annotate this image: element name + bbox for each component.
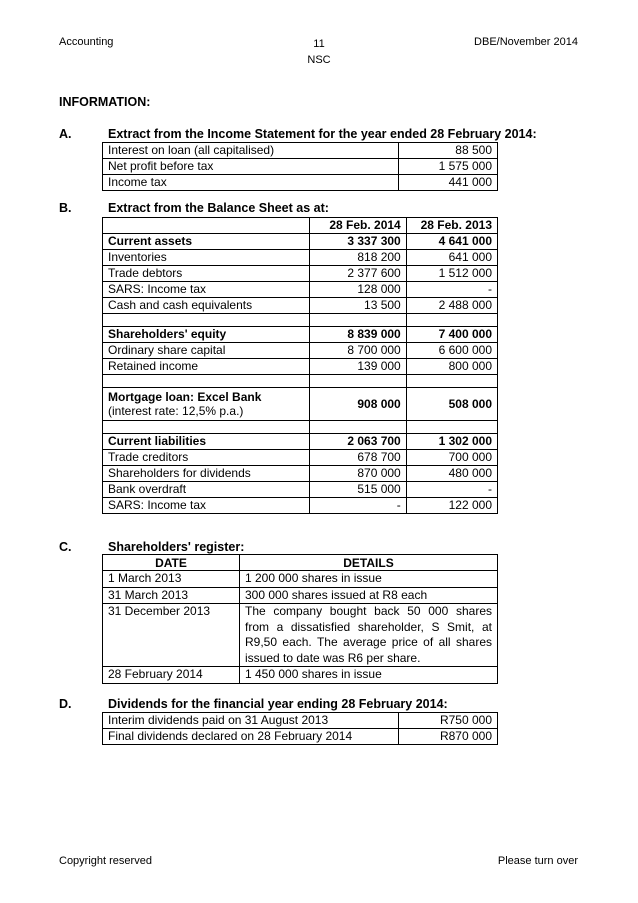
row-details: The company bought back 50 000 shares from a dissatisfied shareholder, S Smit, at R9,50 each. The average price of all shares issued to date was R6 per share. xyxy=(240,604,498,667)
row-label: Ordinary share capital xyxy=(103,343,310,359)
footer-turn-over: Please turn over xyxy=(497,855,578,867)
row-value: 4 641 000 xyxy=(406,234,497,250)
page-number: 11 xyxy=(313,38,325,50)
row-label: Cash and cash equivalents xyxy=(103,298,310,314)
section-d-title: Dividends for the financial year ending 28 February 2014: xyxy=(108,697,448,711)
row-label: Current assets xyxy=(103,234,310,250)
row-value: 122 000 xyxy=(406,498,497,514)
row-value: R870 000 xyxy=(399,729,498,745)
table-row xyxy=(103,571,498,588)
table-row xyxy=(103,159,498,175)
row-label: SARS: Income tax xyxy=(103,282,310,298)
table-row xyxy=(103,250,498,266)
row-label: Current liabilities xyxy=(103,434,310,450)
section-c-title: Shareholders' register: xyxy=(108,540,245,554)
row-value: 2 063 700 xyxy=(310,434,406,450)
row-value: 480 000 xyxy=(406,466,497,482)
spacer-row xyxy=(103,375,498,388)
row-value: 6 600 000 xyxy=(406,343,497,359)
row-value: 2 488 000 xyxy=(406,298,497,314)
row-value: 870 000 xyxy=(310,466,406,482)
row-value: 128 000 xyxy=(310,282,406,298)
row-label: Inventories xyxy=(103,250,310,266)
row-value: - xyxy=(310,498,406,514)
row-date: 31 March 2013 xyxy=(103,587,240,604)
row-label: Retained income xyxy=(103,359,310,375)
header-date: DBE/November 2014 xyxy=(474,36,578,48)
table-row xyxy=(103,234,498,250)
row-value: R750 000 xyxy=(399,713,498,729)
row-label: Shareholders for dividends xyxy=(103,466,310,482)
section-a-title: Extract from the Income Statement for the year ended 28 February 2014: xyxy=(108,127,537,141)
table-row xyxy=(103,282,498,298)
spacer-row xyxy=(103,314,498,327)
row-value: 8 839 000 xyxy=(310,327,406,343)
table-row xyxy=(103,667,498,684)
row-label: Trade debtors xyxy=(103,266,310,282)
section-b-letter: B. xyxy=(59,201,72,215)
table-row xyxy=(103,729,498,745)
row-value: 2 377 600 xyxy=(310,266,406,282)
row-label: Income tax xyxy=(103,175,399,191)
row-label: Bank overdraft xyxy=(103,482,310,498)
table-row xyxy=(103,587,498,604)
column-header-row xyxy=(103,555,498,571)
balance-sheet-table xyxy=(102,217,498,514)
header-subject: Accounting xyxy=(59,36,114,48)
table-row xyxy=(103,450,498,466)
row-value: 818 200 xyxy=(310,250,406,266)
row-value: - xyxy=(406,282,497,298)
row-label: SARS: Income tax xyxy=(103,498,310,514)
row-details: 300 000 shares issued at R8 each xyxy=(240,587,498,604)
income-statement-table xyxy=(102,142,498,191)
row-details: 1 200 000 shares in issue xyxy=(240,571,498,588)
column-header-row xyxy=(103,218,498,234)
mortgage-label-cell xyxy=(103,388,310,421)
col-2014: 28 Feb. 2014 xyxy=(310,218,406,234)
row-value: 515 000 xyxy=(310,482,406,498)
row-value: 8 700 000 xyxy=(310,343,406,359)
row-value: 88 500 xyxy=(399,143,498,159)
row-label: Interim dividends paid on 31 August 2013 xyxy=(103,713,399,729)
col-details: DETAILS xyxy=(240,555,498,571)
section-c-letter: C. xyxy=(59,540,72,554)
row-value: 700 000 xyxy=(406,450,497,466)
col-2013: 28 Feb. 2013 xyxy=(406,218,497,234)
row-sublabel: (interest rate: 12,5% p.a.) xyxy=(108,404,244,418)
shareholders-register-table xyxy=(102,554,498,684)
dividends-table xyxy=(102,712,498,745)
row-value: 908 000 xyxy=(310,388,406,421)
row-date: 28 February 2014 xyxy=(103,667,240,684)
table-row xyxy=(103,466,498,482)
row-value: 13 500 xyxy=(310,298,406,314)
table-row xyxy=(103,175,498,191)
row-value: - xyxy=(406,482,497,498)
row-value: 7 400 000 xyxy=(406,327,497,343)
row-value: 441 000 xyxy=(399,175,498,191)
col-date: DATE xyxy=(103,555,240,571)
table-row xyxy=(103,327,498,343)
row-value: 641 000 xyxy=(406,250,497,266)
row-label: Interest on loan (all capitalised) xyxy=(103,143,399,159)
table-row xyxy=(103,713,498,729)
row-label: Net profit before tax xyxy=(103,159,399,175)
row-details: 1 450 000 shares in issue xyxy=(240,667,498,684)
table-row xyxy=(103,266,498,282)
table-row xyxy=(103,482,498,498)
section-d-letter: D. xyxy=(59,697,72,711)
row-label: Mortgage loan: Excel Bank xyxy=(108,390,262,404)
footer-copyright: Copyright reserved xyxy=(59,855,152,867)
row-value: 1 575 000 xyxy=(399,159,498,175)
table-row xyxy=(103,604,498,667)
row-value: 1 302 000 xyxy=(406,434,497,450)
section-a-letter: A. xyxy=(59,127,72,141)
row-label: Trade creditors xyxy=(103,450,310,466)
row-label: Shareholders' equity xyxy=(103,327,310,343)
row-value: 508 000 xyxy=(406,388,497,421)
row-value: 678 700 xyxy=(310,450,406,466)
table-row xyxy=(103,434,498,450)
table-row xyxy=(103,343,498,359)
table-row xyxy=(103,498,498,514)
section-b-title: Extract from the Balance Sheet as at: xyxy=(108,201,329,215)
table-row xyxy=(103,388,498,421)
row-label: Final dividends declared on 28 February 2014 xyxy=(103,729,399,745)
row-value: 800 000 xyxy=(406,359,497,375)
info-title: INFORMATION: xyxy=(59,95,151,109)
row-date: 1 March 2013 xyxy=(103,571,240,588)
table-row xyxy=(103,359,498,375)
row-date: 31 December 2013 xyxy=(103,604,240,667)
table-row xyxy=(103,298,498,314)
row-value: 1 512 000 xyxy=(406,266,497,282)
row-value: 139 000 xyxy=(310,359,406,375)
exam-label: NSC xyxy=(307,54,331,66)
spacer-row xyxy=(103,421,498,434)
table-row xyxy=(103,143,498,159)
row-value: 3 337 300 xyxy=(310,234,406,250)
